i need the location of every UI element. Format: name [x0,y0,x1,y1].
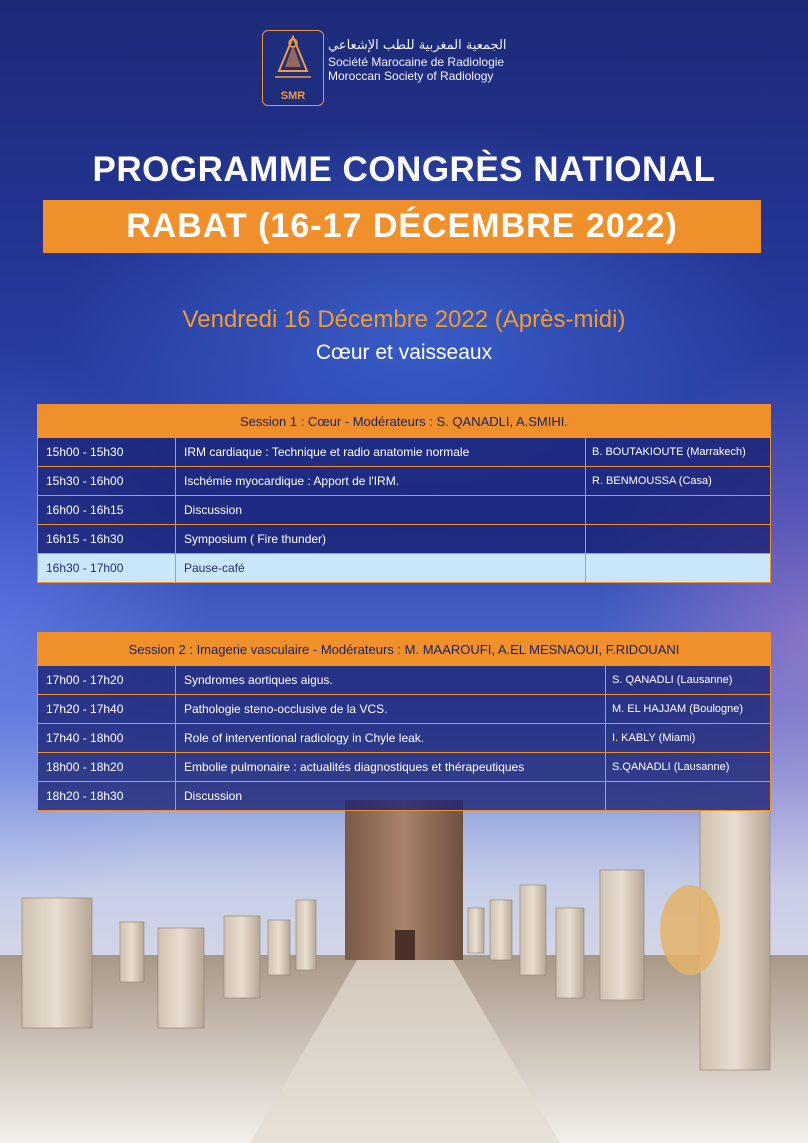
table-row-pause [38,554,771,583]
table-row [38,724,771,753]
table-row [38,695,771,724]
time-cell: 17h00 - 17h20 [38,666,176,695]
speaker-cell [606,782,771,811]
time-cell: 16h00 - 16h15 [38,496,176,525]
topic-cell: Role of interventional radiology in Chyle leak. [176,724,606,753]
table-row [38,525,771,554]
time-cell: 16h30 - 17h00 [38,554,176,583]
session-2-table [37,632,771,811]
speaker-cell: B. BOUTAKIOUTE (Marrakech) [586,438,771,467]
session-1-header: Session 1 : Cœur - Modérateurs : S. QANADLI, A.SMIHI. [38,405,771,438]
table-row [38,666,771,695]
speaker-cell [586,525,771,554]
speaker-cell [586,496,771,525]
speaker-cell: R. BENMOUSSA (Casa) [586,467,771,496]
time-cell: 18h00 - 18h20 [38,753,176,782]
organization-name [328,38,507,83]
table-row [38,496,771,525]
topic-cell: Pathologie steno-occlusive de la VCS. [176,695,606,724]
speaker-cell: M. EL HAJJAM (Boulogne) [606,695,771,724]
table-row [38,467,771,496]
time-cell: 16h15 - 16h30 [38,525,176,554]
time-cell: 18h20 - 18h30 [38,782,176,811]
speaker-cell: S. QANADLI (Lausanne) [606,666,771,695]
time-cell: 17h20 - 17h40 [38,695,176,724]
time-cell: 15h30 - 16h00 [38,467,176,496]
topic-cell: Discussion [176,496,586,525]
time-cell: 17h40 - 18h00 [38,724,176,753]
org-name-french: Société Marocaine de Radiologie [328,55,505,69]
session-2-header: Session 2 : Imagerie vasculaire - Modérateurs : M. MAAROUFI, A.EL MESNAOUI, F.RIDOUANI [38,633,771,666]
monument-background-illustration [0,780,808,1143]
speaker-cell: S.QANADLI (Lausanne) [606,753,771,782]
smr-logo [262,30,324,106]
time-cell: 15h00 - 15h30 [38,438,176,467]
day-heading: Vendredi 16 Décembre 2022 (Après-midi) [182,306,626,333]
logo-emblem-icon [263,31,323,89]
table-row [38,753,771,782]
topic-cell: Discussion [176,782,606,811]
org-name-english: Moroccan Society of Radiology [328,69,494,83]
org-name-arabic: الجمعية المغربية للطب الإشعاعي [328,38,507,53]
topic-cell: Syndromes aortiques aigus. [176,666,606,695]
topic-cell: IRM cardiaque : Technique et radio anatomie normale [176,438,586,467]
topic-cell: Ischémie myocardique : Apport de l'IRM. [176,467,586,496]
speaker-cell: I. KABLY (Miami) [606,724,771,753]
topic-cell: Symposium ( Fire thunder) [176,525,586,554]
logo-label: SMR [280,90,306,102]
table-row [38,782,771,811]
program-title: PROGRAMME CONGRÈS NATIONAL [92,150,716,189]
topic-cell: Embolie pulmonaire : actualités diagnostiques et thérapeutiques [176,753,606,782]
session-1-table [37,404,771,583]
topic-cell: Pause-café [176,554,586,583]
speaker-cell [586,554,771,583]
table-row [38,438,771,467]
theme-heading: Cœur et vaisseaux [315,341,493,364]
location-date-banner: RABAT (16-17 DÉCEMBRE 2022) [43,200,761,253]
